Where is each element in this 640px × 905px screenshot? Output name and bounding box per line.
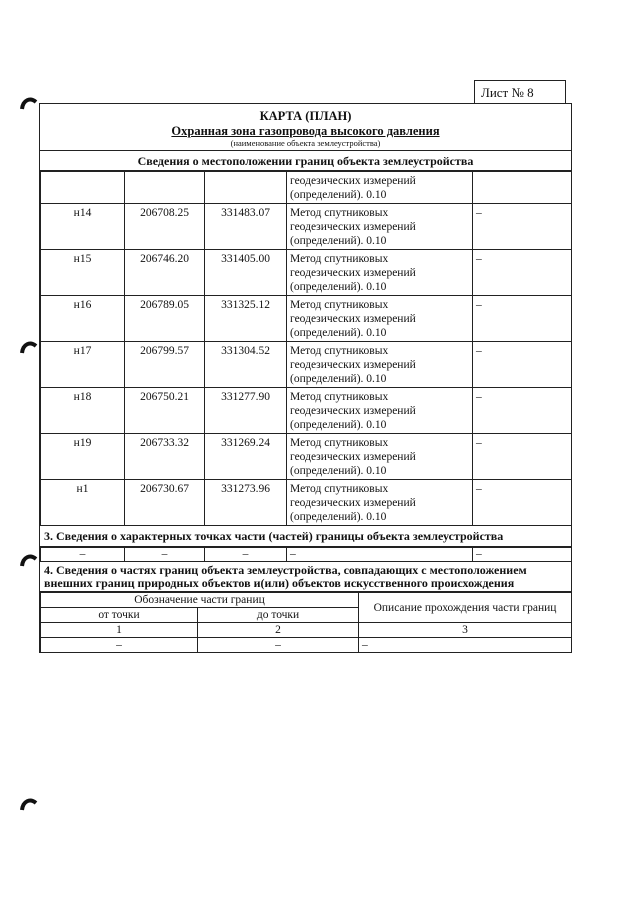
point-x: 206733.32 xyxy=(125,434,205,480)
point-name: н1 xyxy=(41,480,125,526)
document-frame xyxy=(39,103,572,653)
point-y: 331277.90 xyxy=(205,388,287,434)
section-3-value: – xyxy=(287,548,473,562)
point-note: – xyxy=(473,296,572,342)
method-line: (определений). 0.10 xyxy=(290,189,387,201)
section-3-value: – xyxy=(205,548,287,562)
point-x: 206799.57 xyxy=(125,342,205,388)
header-block xyxy=(40,104,571,151)
point-y: 331273.96 xyxy=(205,480,287,526)
table-row xyxy=(41,296,572,342)
point-note: – xyxy=(473,250,572,296)
method-line: геодезических измерений xyxy=(290,267,416,279)
method-line: (определений). 0.10 xyxy=(290,419,387,431)
point-name: н19 xyxy=(41,434,125,480)
point-name: н18 xyxy=(41,388,125,434)
section-4-value: – xyxy=(359,638,572,653)
point-name: н15 xyxy=(41,250,125,296)
object-caption: (наименование объекта землеустройства) xyxy=(230,138,381,148)
section-4-table xyxy=(40,592,572,653)
point-y: 331325.12 xyxy=(205,296,287,342)
method-line: (определений). 0.10 xyxy=(290,511,387,523)
point-name: н14 xyxy=(41,204,125,250)
method-line: геодезических измерений xyxy=(290,497,416,509)
binder-mark-icon xyxy=(20,553,38,567)
table-row xyxy=(41,638,572,653)
point-note: – xyxy=(473,434,572,480)
point-note: – xyxy=(473,388,572,434)
binder-mark-icon xyxy=(20,96,38,110)
point-y: 331304.52 xyxy=(205,342,287,388)
section-3-value: – xyxy=(473,548,572,562)
method-line: геодезических измерений xyxy=(290,175,416,187)
section-4-title-line-1: 4. Сведения о частях границ объекта землеустройства, совпадающих с местоположением xyxy=(44,563,527,577)
point-x: 206708.25 xyxy=(125,204,205,250)
point-note: – xyxy=(473,342,572,388)
binder-mark-icon xyxy=(20,797,38,811)
column-header-description: Описание прохождения части границ xyxy=(359,593,572,623)
table-row xyxy=(41,388,572,434)
section-3-value: – xyxy=(125,548,205,562)
point-y: 331269.24 xyxy=(205,434,287,480)
table-row xyxy=(41,204,572,250)
method-line: Метод спутниковых xyxy=(290,437,389,449)
table-row xyxy=(41,434,572,480)
point-x: 206730.67 xyxy=(125,480,205,526)
table-row-continuation xyxy=(41,172,572,204)
method-line: геодезических измерений xyxy=(290,313,416,325)
method-line: Метод спутниковых xyxy=(290,207,389,219)
table-row xyxy=(41,342,572,388)
table-row xyxy=(41,250,572,296)
object-name: Охранная зона газопровода высокого давления xyxy=(171,124,440,138)
column-number: 1 xyxy=(41,623,198,638)
method-line: (определений). 0.10 xyxy=(290,327,387,339)
point-x: 206789.05 xyxy=(125,296,205,342)
column-number: 3 xyxy=(359,623,572,638)
method-line: Метод спутниковых xyxy=(290,391,389,403)
column-group-header: Обозначение части границ xyxy=(41,593,359,608)
point-x: 206750.21 xyxy=(125,388,205,434)
point-y: 331483.07 xyxy=(205,204,287,250)
table-row xyxy=(41,548,572,562)
section-4-value: – xyxy=(198,638,359,653)
section-3-table xyxy=(40,547,572,562)
column-header-to: до точки xyxy=(198,608,359,623)
method-line: геодезических измерений xyxy=(290,221,416,233)
section-4-header xyxy=(40,562,571,592)
section-4-title-line-2: внешних границ природных объектов и(или) объектов искусственного происхождения xyxy=(44,576,515,590)
method-line: Метод спутниковых xyxy=(290,299,389,311)
point-note: – xyxy=(473,480,572,526)
point-name: н16 xyxy=(41,296,125,342)
column-number: 2 xyxy=(198,623,359,638)
point-name: н17 xyxy=(41,342,125,388)
column-header-from: от точки xyxy=(41,608,198,623)
table-row xyxy=(41,593,572,608)
table-row xyxy=(41,480,572,526)
section-4-value: – xyxy=(41,638,198,653)
sheet-number: Лист № 8 xyxy=(474,80,566,104)
section-2-header xyxy=(40,151,571,171)
binder-mark-icon xyxy=(20,340,38,354)
point-note: – xyxy=(473,204,572,250)
page-title: КАРТА (ПЛАН) xyxy=(259,109,352,123)
table-row xyxy=(41,623,572,638)
section-3-title: 3. Сведения о характерных точках части (частей) границы объекта землеустройства xyxy=(44,529,504,543)
method-line: (определений). 0.10 xyxy=(290,235,387,247)
points-table xyxy=(40,171,572,526)
point-y: 331405.00 xyxy=(205,250,287,296)
method-line: (определений). 0.10 xyxy=(290,373,387,385)
section-3-value: – xyxy=(41,548,125,562)
method-line: геодезических измерений xyxy=(290,359,416,371)
point-x: 206746.20 xyxy=(125,250,205,296)
method-line: геодезических измерений xyxy=(290,405,416,417)
method-line: геодезических измерений xyxy=(290,451,416,463)
section-2-title: Сведения о местоположении границ объекта землеустройства xyxy=(137,154,474,168)
method-line: Метод спутниковых xyxy=(290,253,389,265)
method-line: Метод спутниковых xyxy=(290,345,389,357)
method-line: (определений). 0.10 xyxy=(290,465,387,477)
method-line: Метод спутниковых xyxy=(290,483,389,495)
method-line: (определений). 0.10 xyxy=(290,281,387,293)
section-3-header xyxy=(40,526,571,547)
